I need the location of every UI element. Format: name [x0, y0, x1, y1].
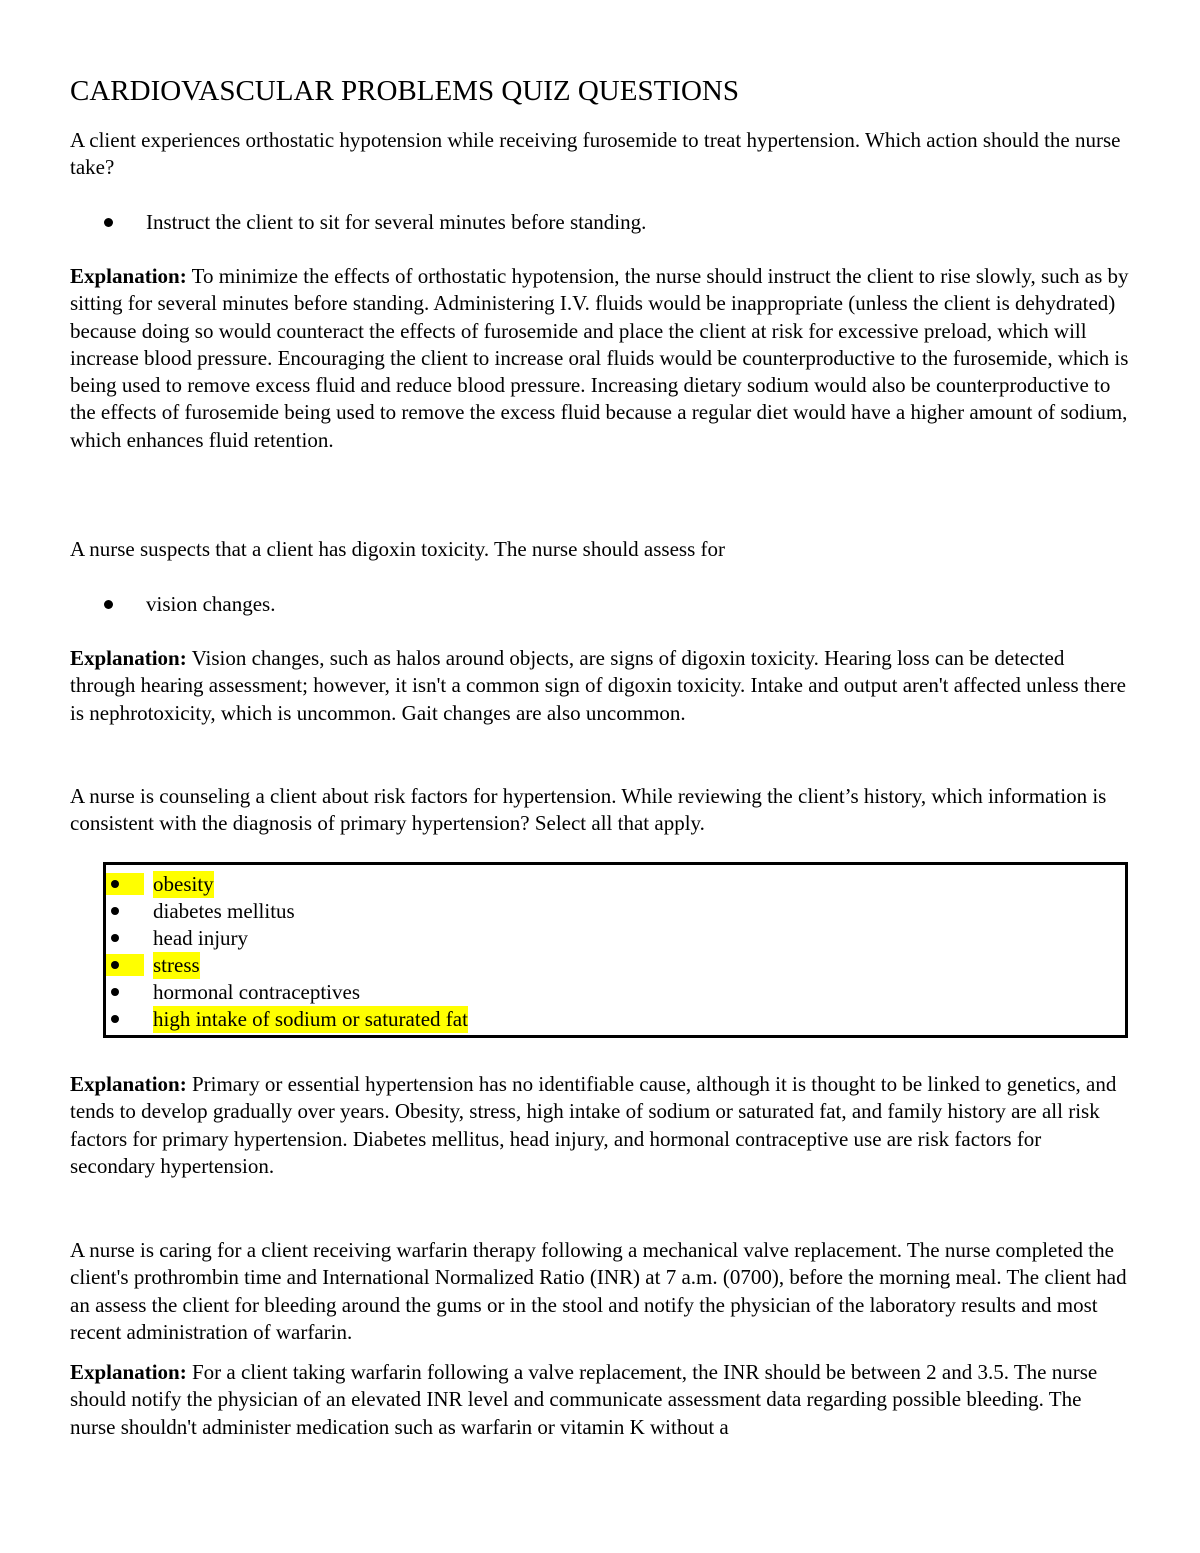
question-1-text: A client experiences orthostatic hypotension while receiving furosemide to treat hypertension. Which action should the nurse take? [70, 128, 1121, 180]
question-2-explanation [70, 645, 1130, 727]
bullet-icon [111, 880, 119, 888]
question-3-explanation [70, 1071, 1130, 1180]
question-4-explanation [70, 1359, 1130, 1441]
explanation-label: Explanation: [70, 264, 187, 288]
option-item [106, 952, 506, 979]
bullet-icon [111, 934, 119, 942]
question-4-text: A nurse is caring for a client receiving warfarin therapy following a mechanical valve replacement. The nurse completed the client's prothrombin time and International Normalized Ratio (INR) at 7 a.m. (0700), before the morning meal. The client had an assess the client for bleeding around the gums or in the stool and notify the physician of the laboratory results and most recent administration of warfarin. [70, 1238, 1127, 1344]
option-text: head injury [153, 926, 249, 950]
explanation-label: Explanation: [70, 1072, 187, 1096]
bullet-icon [111, 961, 119, 969]
explanation-label: Explanation: [70, 1360, 187, 1384]
option-item [106, 979, 506, 1006]
option-text: stress [153, 952, 200, 979]
bullet-icon [111, 988, 119, 996]
option-item [106, 871, 506, 898]
explanation-text: For a client taking warfarin following a valve replacement, the INR should be between 2 and 3.5. The nurse should notify the physician of an elevated INR level and communicate assessment data regarding possible bleeding. The nurse shouldn't administer medication such as warfarin or vitamin K without a [70, 1360, 1098, 1439]
explanation-label: Explanation: [70, 646, 187, 670]
bullet-icon [104, 218, 113, 227]
bullet-icon [111, 907, 119, 915]
question-3-text: A nurse is counseling a client about risk factors for hypertension. While reviewing the client’s history, which information is consistent with the diagnosis of primary hypertension? Select all that apply. [70, 784, 1107, 836]
page-title: CARDIOVASCULAR PROBLEMS QUIZ QUESTIONS [70, 75, 739, 107]
explanation-text: To minimize the effects of orthostatic hypotension, the nurse should instruct the client to rise slowly, such as by sitting for several minutes before standing. Administering I.V. fluids would be inappropriate (unless the client is dehydrated) because doing so would counteract the effects of furosemide and place the client at risk for excessive preload, which will increase blood pressure. Encouraging the client to increase oral fluids would be counterproductive to the furosemide, which is being used to remove excess fluid and reduce blood pressure. Increasing dietary sodium would also be counterproductive to the effects of furosemide being used to remove the excess fluid because a regular diet would have a higher amount of sodium, which enhances fluid retention. [70, 264, 1129, 452]
answer-text: vision changes. [146, 592, 276, 616]
explanation-text: Primary or essential hypertension has no identifiable cause, although it is thought to be linked to genetics, and tends to develop gradually over years. Obesity, stress, high intake of sodium or saturated fat, and family history are all risk factors for primary hypertension. Diabetes mellitus, head injury, and hormonal contraceptive use are risk factors for secondary hypertension. [70, 1072, 1117, 1178]
option-item [106, 1006, 506, 1033]
option-text: hormonal contraceptives [153, 980, 361, 1004]
question-1-explanation [70, 263, 1130, 454]
option-item [106, 925, 506, 952]
option-item [106, 898, 506, 925]
bullet-icon [104, 600, 113, 609]
bullet-icon [111, 1015, 119, 1023]
question-2-text: A nurse suspects that a client has digoxin toxicity. The nurse should assess for [70, 537, 725, 561]
option-text: high intake of sodium or saturated fat [153, 1006, 468, 1033]
explanation-text: Vision changes, such as halos around objects, are signs of digoxin toxicity. Hearing loss can be detected through hearing assessment; however, it isn't a common sign of digoxin toxicity. Intake and output aren't affected unless there is nephrotoxicity, which is uncommon. Gait changes are also uncommon. [70, 646, 1126, 725]
option-text: diabetes mellitus [153, 899, 295, 923]
option-text: obesity [153, 871, 214, 898]
options-box [103, 862, 1128, 1038]
answer-text: Instruct the client to sit for several minutes before standing. [146, 210, 647, 234]
